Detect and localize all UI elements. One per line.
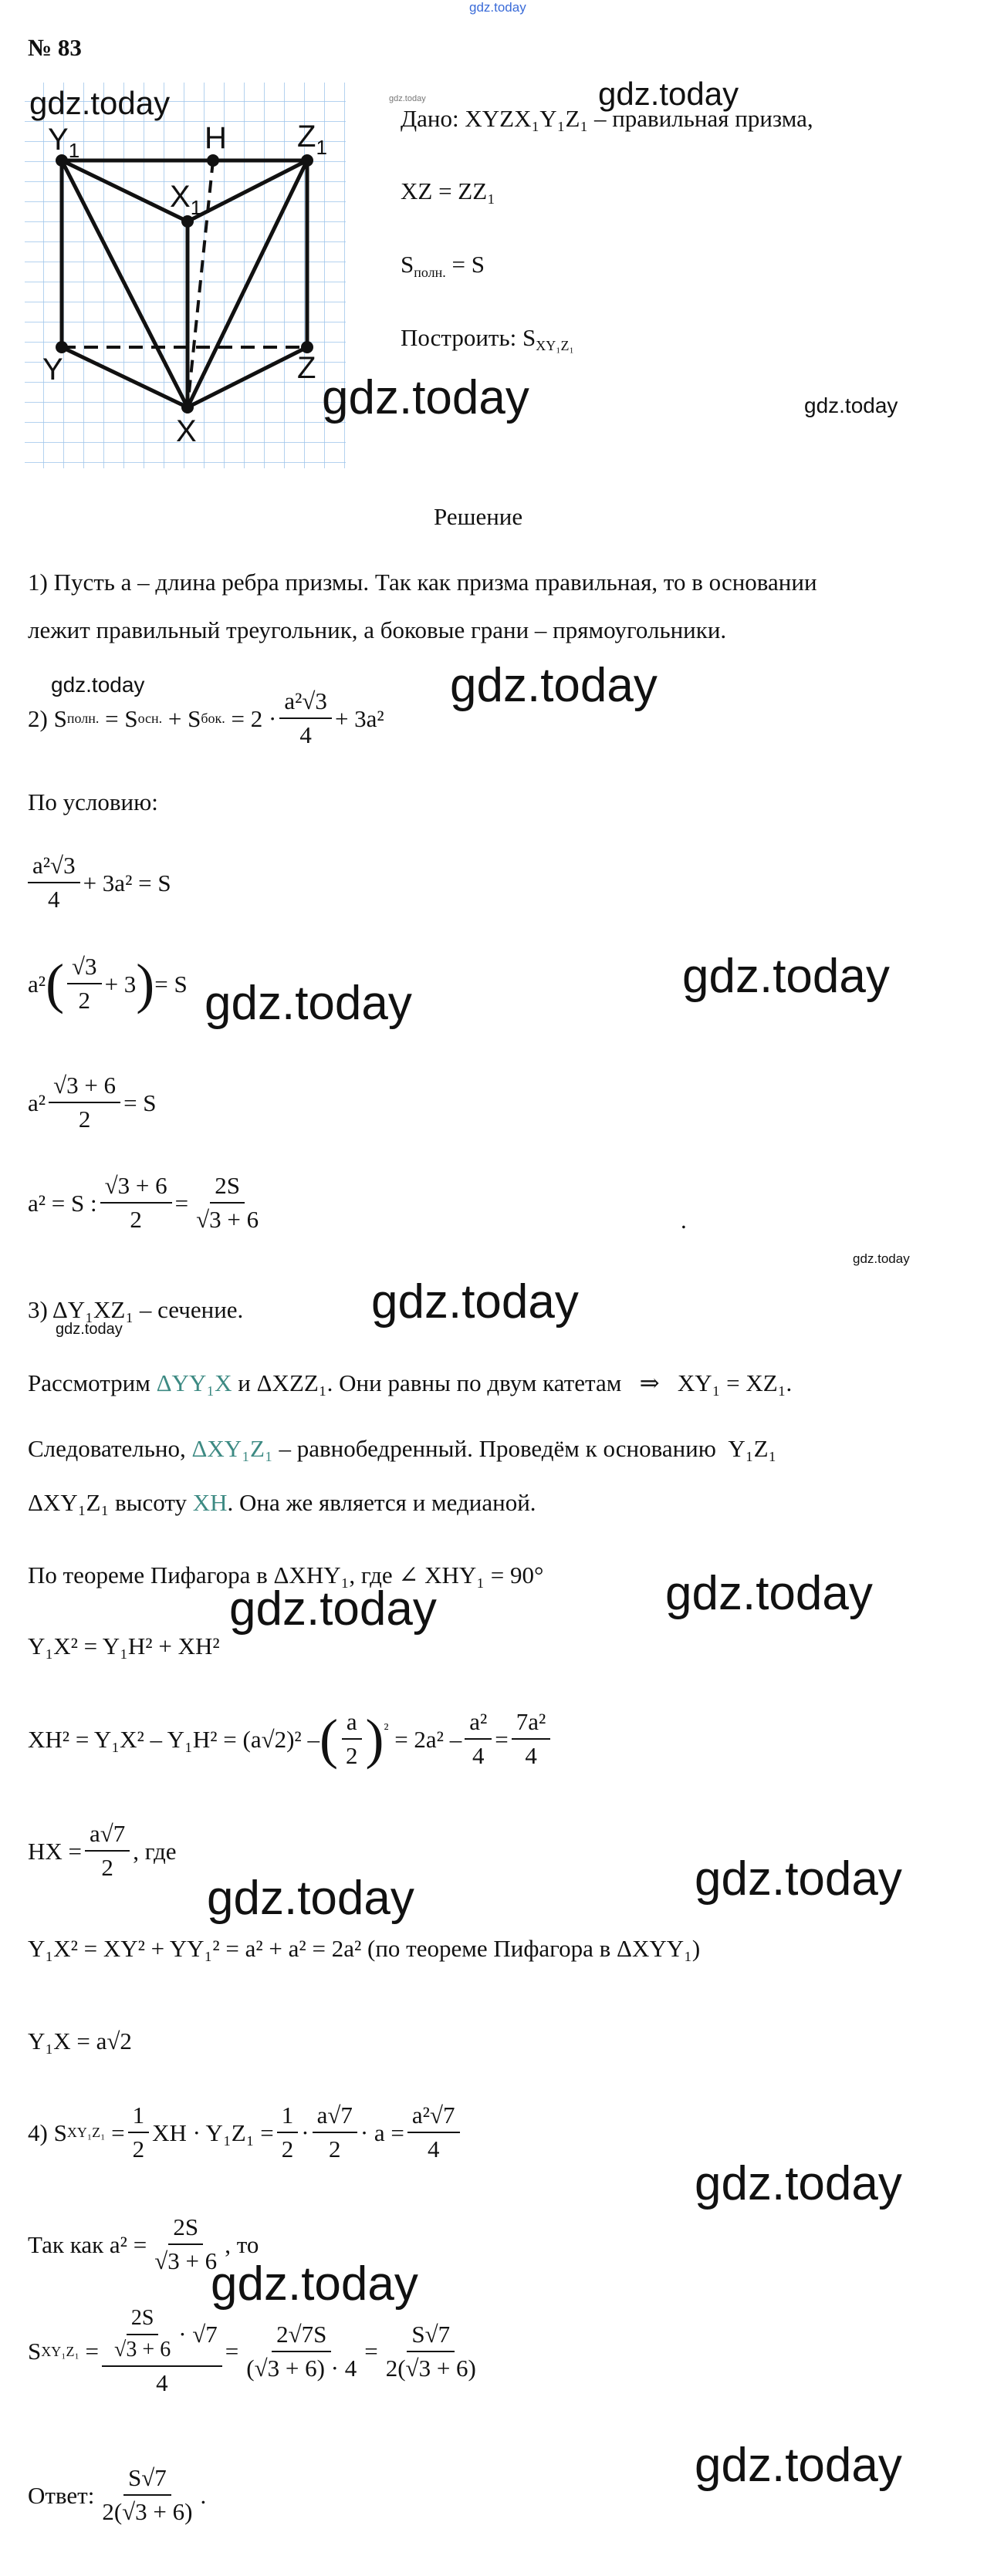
equation-c: a² $\frac{√3 + 6}{2}$ = S xyxy=(28,1072,157,1133)
eqg-watermark-right: gdz.today xyxy=(695,1852,902,1906)
step2-formula: 2) S полн. = S осн. + S бок. = 2 · $\frac{\text{a²√3}}{4}$ + 3a² xyxy=(28,687,384,749)
label-y1: $Y_1$ xyxy=(48,123,80,162)
equation-b: a² ( $\frac{√3}{2}$ + 3 ) = S xyxy=(28,953,188,1015)
eqg-watermark: gdz.today xyxy=(207,1872,414,1925)
step1-line-1: 1) Пусть а – длина ребра призмы. Так как призма правильная, то в основании xyxy=(28,569,817,596)
equation-i: Y₁X = a√2 xyxy=(28,2027,132,2054)
equation-j: 4) S XY₁Z₁ = $\frac{1}{2}$ XH · Y₁Z₁ = $\frac{1}{2}$ · $\frac{a√7}{2}$ · a = $\frac{\text{a²√7}}{4}$ xyxy=(28,2102,463,2162)
height-line: ΔXY₁Z₁ высоту XH. Она же является и медианой. xyxy=(28,1489,536,1516)
eqk-watermark: gdz.today xyxy=(211,2257,418,2311)
step3-small-watermark: gdz.today xyxy=(56,1321,123,1338)
step3-text: 3) ΔY₁XZ₁ – сечение. xyxy=(28,1296,244,1323)
answer: Ответ: $\frac{S√7}{2(√3 + 6)}$ . xyxy=(28,2464,207,2526)
eqe-watermark: gdz.today xyxy=(229,1582,437,1636)
prism-figure xyxy=(23,81,347,474)
label-z: Z xyxy=(297,351,316,385)
point-h xyxy=(207,154,219,167)
pythagoras-watermark: gdz.today xyxy=(665,1567,873,1620)
label-x1: $X_1$ xyxy=(170,180,202,219)
eqj-watermark: gdz.today xyxy=(695,2157,902,2210)
answer-watermark: gdz.today xyxy=(695,2439,902,2492)
step2-small-watermark: gdz.today xyxy=(51,673,145,697)
consider-line: Рассмотрим ΔYY₁X и ΔXZZ₁. Они равны по двум катетам ⇒ XY₁ = XZ₁. xyxy=(28,1369,793,1396)
given-watermark-big: gdz.today xyxy=(322,371,529,424)
point-y xyxy=(56,341,68,353)
given-tiny-watermark: gdz.today xyxy=(389,94,426,103)
problem-number: № 83 xyxy=(28,34,82,61)
label-x: X xyxy=(176,414,197,448)
step3-big-watermark: gdz.today xyxy=(371,1275,579,1329)
equation-a: $\frac{\text{a²√3}}{4}$ + 3a² = S xyxy=(25,852,171,913)
equation-g: HX = $\frac{a√7}{2}$ , где xyxy=(28,1820,177,1882)
by-condition: По условию: xyxy=(28,788,158,815)
eqb-watermark: gdz.today xyxy=(205,977,412,1030)
given-line-1: Дано: XYZX₁Y₁Z₁ – правильная призма, xyxy=(401,105,813,132)
eqb-watermark-right: gdz.today xyxy=(682,950,890,1003)
given-line-4: Построить: $S_{XY_1Z_1}$ xyxy=(401,324,574,353)
therefore-line: Следовательно, ΔXY₁Z₁ – равнобедренный. Проведём к основанию Y₁Z₁ xyxy=(28,1435,777,1462)
equation-f: XH² = Y₁X² – Y₁H² = (a√2)² – ( $\frac{a}{2}$ ) $^{^2}$ = 2a² – $\frac{\text{a²}}{4}$ = $\frac{\text{7a²}}{4}$ xyxy=(28,1709,553,1769)
step1-line-2: лежит правильный треугольник, а боковые грани – прямоугольники. xyxy=(28,616,727,643)
equation-d-dot: . xyxy=(681,1207,687,1234)
equation-e: Y₁X² = Y₁H² + XH² xyxy=(28,1632,220,1659)
label-h: H xyxy=(205,121,227,155)
label-z1: $Z_1$ xyxy=(297,120,327,159)
equation-h: Y₁X² = XY² + YY₁² = a² + a² = 2a² (по теореме Пифагора в ΔXYY₁) xyxy=(28,1935,701,1962)
equation-l: S XY₁Z₁ = $\frac{2S}{√3 + 6}$ · √7 4 = $\frac{2√7S}{(√3 + 6) \cdot 4}$ = $\frac{S√7}{2(√3 + 6)}$ xyxy=(28,2306,476,2396)
header-watermark: gdz.today xyxy=(469,0,526,15)
given-line-2: XZ = ZZ₁ xyxy=(401,177,495,204)
solution-title: Решение xyxy=(434,503,523,530)
equation-d: a² = S : $\frac{√3 + 6}{2}$ = $\frac{2S}{√3 + 6}$ xyxy=(28,1172,259,1234)
given-watermark: gdz.today xyxy=(598,76,739,112)
figure-watermark: gdz.today xyxy=(29,85,171,121)
eqd-tiny-watermark: gdz.today xyxy=(853,1251,910,1266)
equation-k: Так как a² = $\frac{2S}{√3 + 6}$ , то xyxy=(28,2213,259,2275)
given-line-3: $S_{полн.} = S$ xyxy=(401,251,485,280)
pythagoras-line: По теореме Пифагора в ΔXHY₁, где ∠ XHY₁ = 90° xyxy=(28,1561,544,1588)
given-watermark-right: gdz.today xyxy=(804,393,898,417)
step2-big-watermark: gdz.today xyxy=(450,659,658,712)
point-x xyxy=(181,401,194,414)
label-y: Y xyxy=(42,353,63,387)
